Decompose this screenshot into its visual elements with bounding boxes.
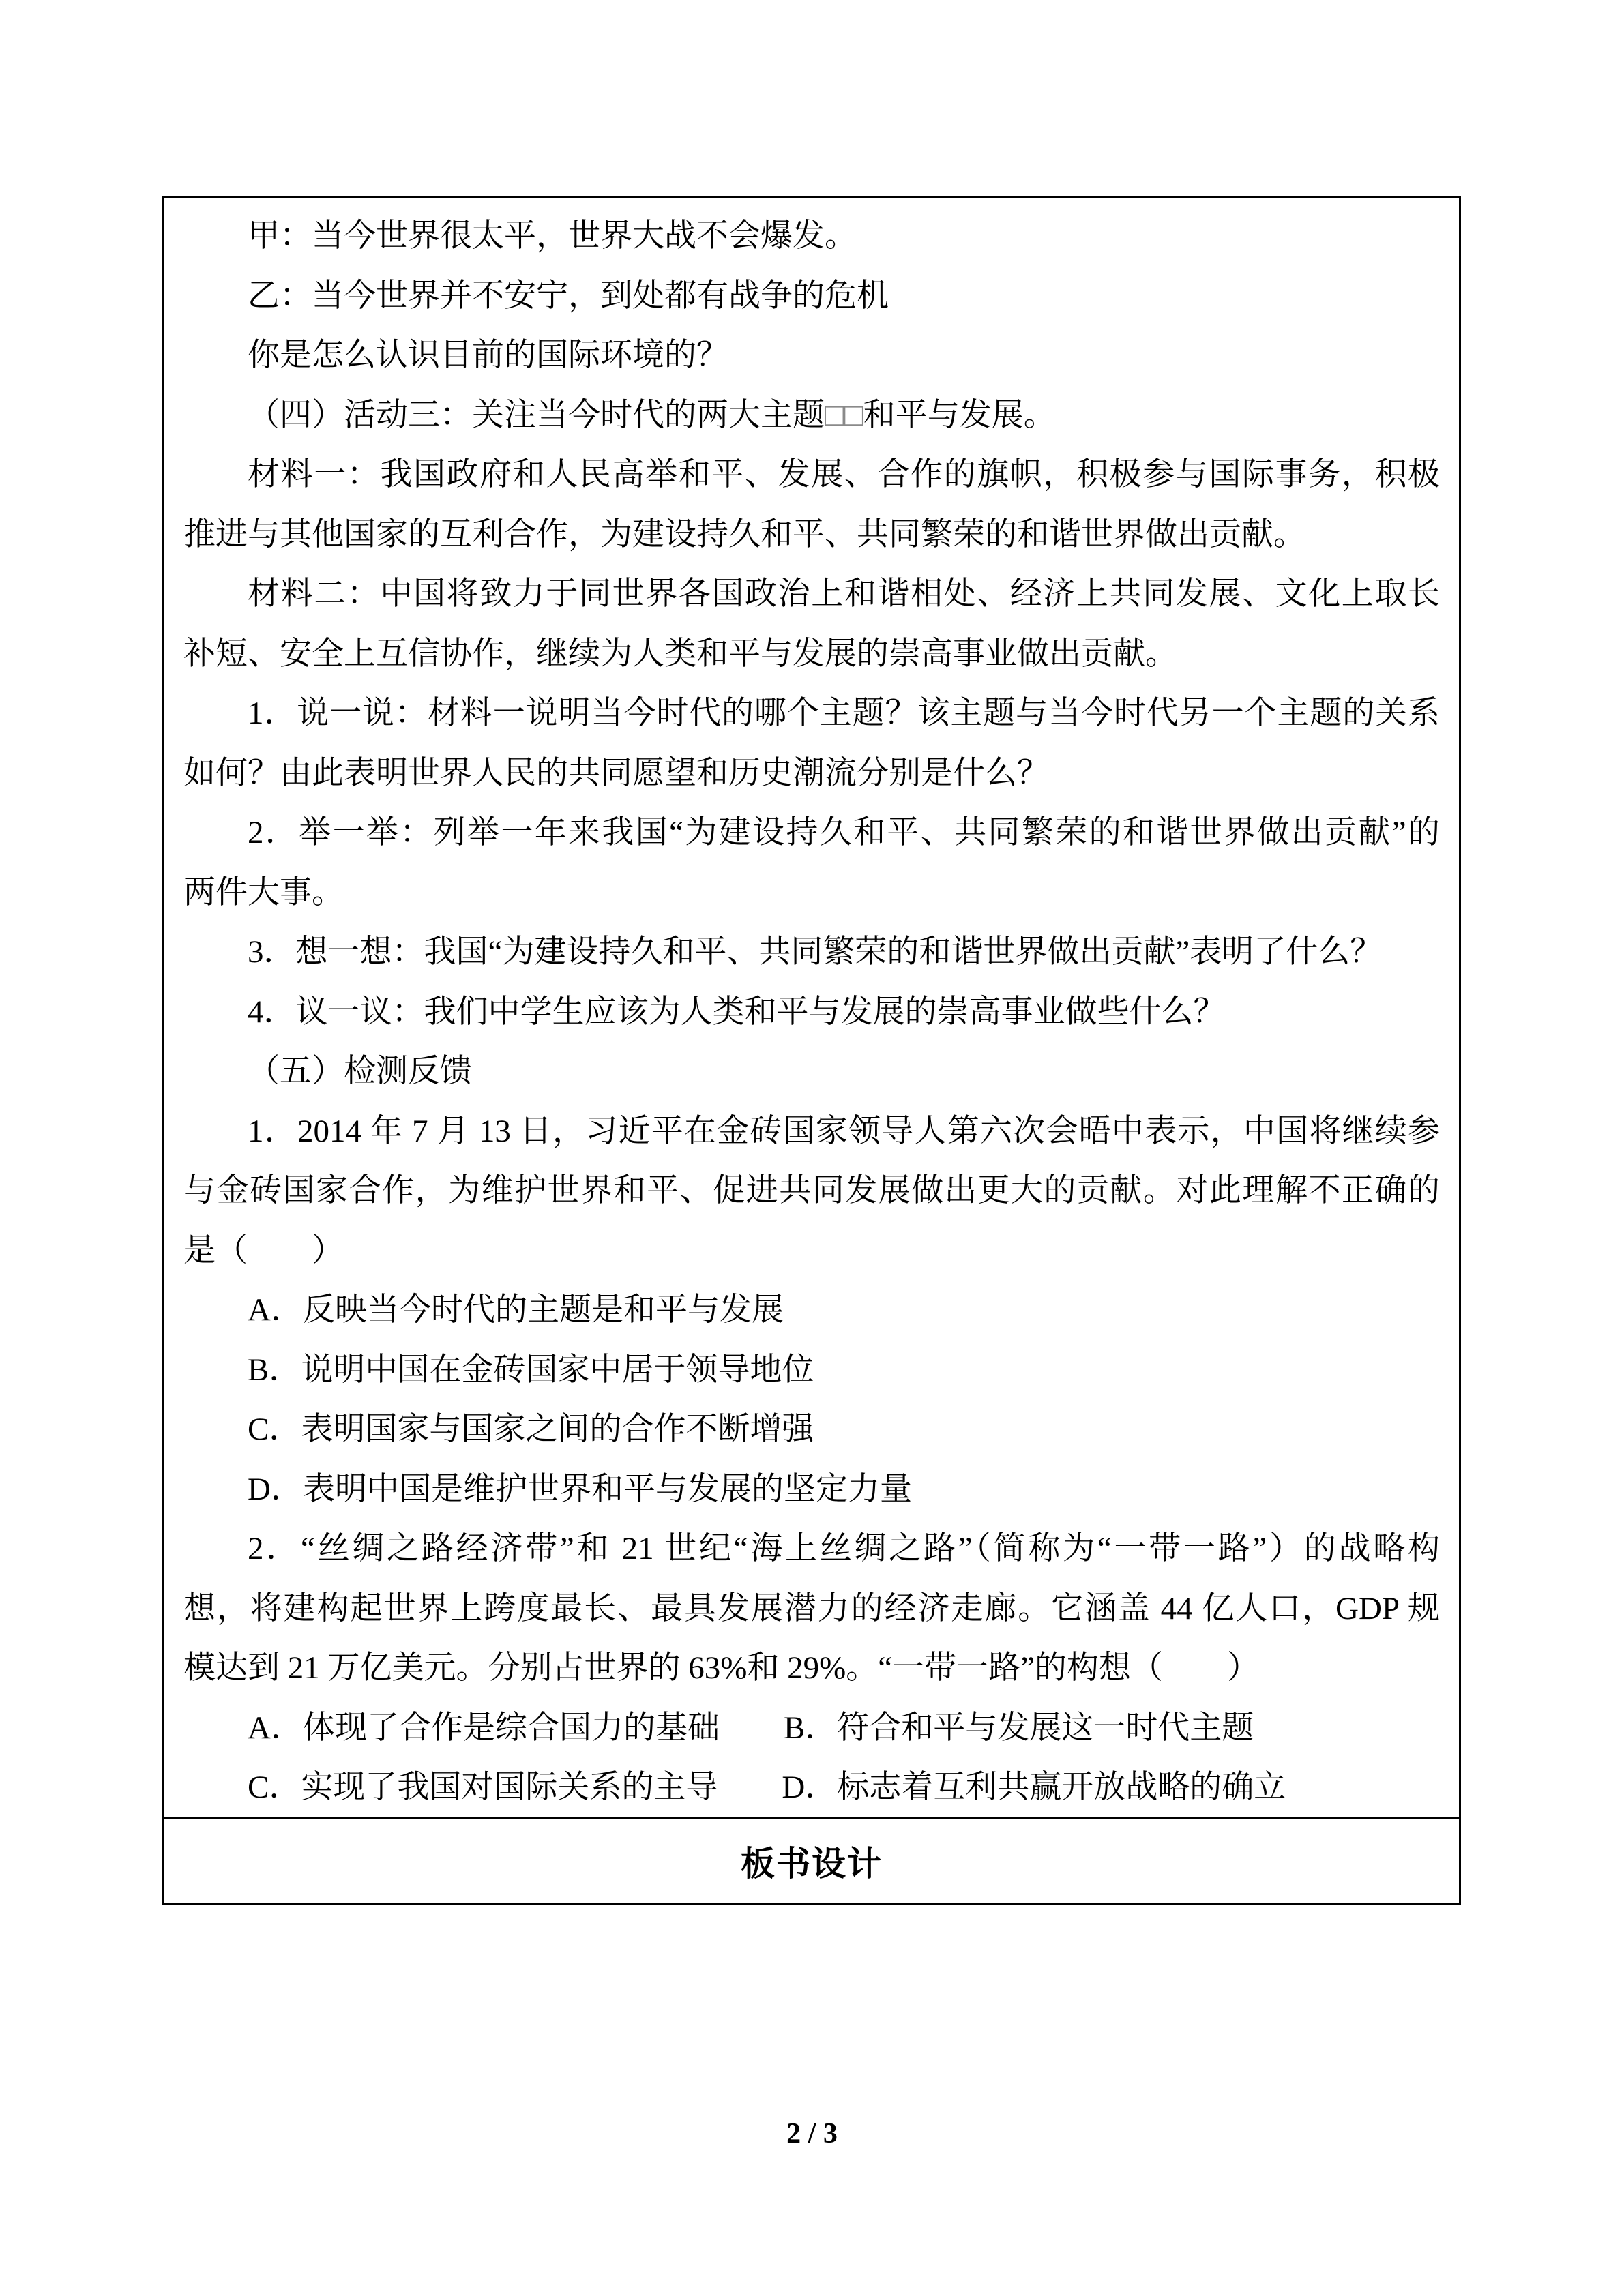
- text-line: A．体现了合作是综合国力的基础 B．符合和平与发展这一时代主题: [248, 1710, 1254, 1746]
- text-line: 是（ ）: [183, 1232, 344, 1268]
- text-line: 模达到 21 万亿美元。分别占世界的 63%和 29%。“一带一路”的构想（ ）: [183, 1650, 1260, 1686]
- board-design-cell: [164, 1817, 1459, 1903]
- text-line: （五）检测反馈: [248, 1054, 472, 1089]
- lesson-content-cell: [164, 198, 1459, 1817]
- text-line: B．说明中国在金砖国家中居于领导地位: [248, 1352, 814, 1388]
- text-line: 甲：当今世界很太平，世界大战不会爆发。: [248, 218, 857, 254]
- text-line: 材料一：我国政府和人民高举和平、发展、合作的旗帜，积极参与国际事务，积极: [248, 457, 1440, 492]
- text-line: C．表明国家与国家之间的合作不断增强: [248, 1412, 814, 1447]
- text-line: 3．想一想：我国“为建设持久和平、共同繁荣的和谐世界做出贡献”表明了什么？: [248, 934, 1383, 970]
- text-line: 2．举一举：列举一年来我国“为建设持久和平、共同繁荣的和谐世界做出贡献”的: [248, 815, 1440, 850]
- text-line: 想，将建构起世界上跨度最长、最具发展潜力的经济走廊。它涵盖 44 亿人口，GDP 规: [183, 1590, 1440, 1626]
- text-line: 2．“丝绸之路经济带”和 21 世纪“海上丝绸之路”（简称为“一带一路”）的战略构: [248, 1531, 1440, 1566]
- board-design-title: 板书设计: [741, 1845, 883, 1883]
- text-line: 材料二：中国将致力于同世界各国政治上和谐相处、经济上共同发展、文化上取长: [248, 576, 1440, 612]
- text-line: 1．2014 年 7 月 13 日，习近平在金砖国家领导人第六次会晤中表示，中国将继续参: [248, 1113, 1440, 1149]
- text-line: 补短、安全上互信协作，继续为人类和平与发展的崇高事业做出贡献。: [183, 636, 1177, 672]
- text-line: C．实现了我国对国际关系的主导 D．标志着互利共赢开放战略的确立: [248, 1770, 1286, 1805]
- placeholder-square: □□: [825, 397, 863, 433]
- lesson-plan-table: [162, 196, 1461, 1905]
- page-number: 2 / 3: [786, 2118, 838, 2149]
- text-line: 你是怎么认识目前的国际环境的？: [248, 338, 728, 373]
- text-line: （四）活动三：关注当今时代的两大主题□□和平与发展。: [248, 397, 1056, 433]
- text-line: 乙：当今世界并不安宁，到处都有战争的危机: [248, 278, 889, 314]
- text-line: 1．说一说：材料一说明当今时代的哪个主题？该主题与当今时代另一个主题的关系: [248, 696, 1440, 731]
- text-line: 两件大事。: [183, 874, 344, 910]
- text-line: 4．议一议：我们中学生应该为人类和平与发展的崇高事业做些什么？: [248, 994, 1226, 1030]
- text-line: 如何？由此表明世界人民的共同愿望和历史潮流分别是什么？: [183, 755, 1049, 791]
- text-line: A．反映当今时代的主题是和平与发展: [248, 1292, 784, 1328]
- text-line: 与金砖国家合作，为维护世界和平、促进共同发展做出更大的贡献。对此理解不正确的: [183, 1173, 1440, 1208]
- text-line: D．表明中国是维护世界和平与发展的坚定力量: [248, 1471, 912, 1507]
- text-line: 推进与其他国家的互利合作，为建设持久和平、共同繁荣的和谐世界做出贡献。: [183, 516, 1305, 552]
